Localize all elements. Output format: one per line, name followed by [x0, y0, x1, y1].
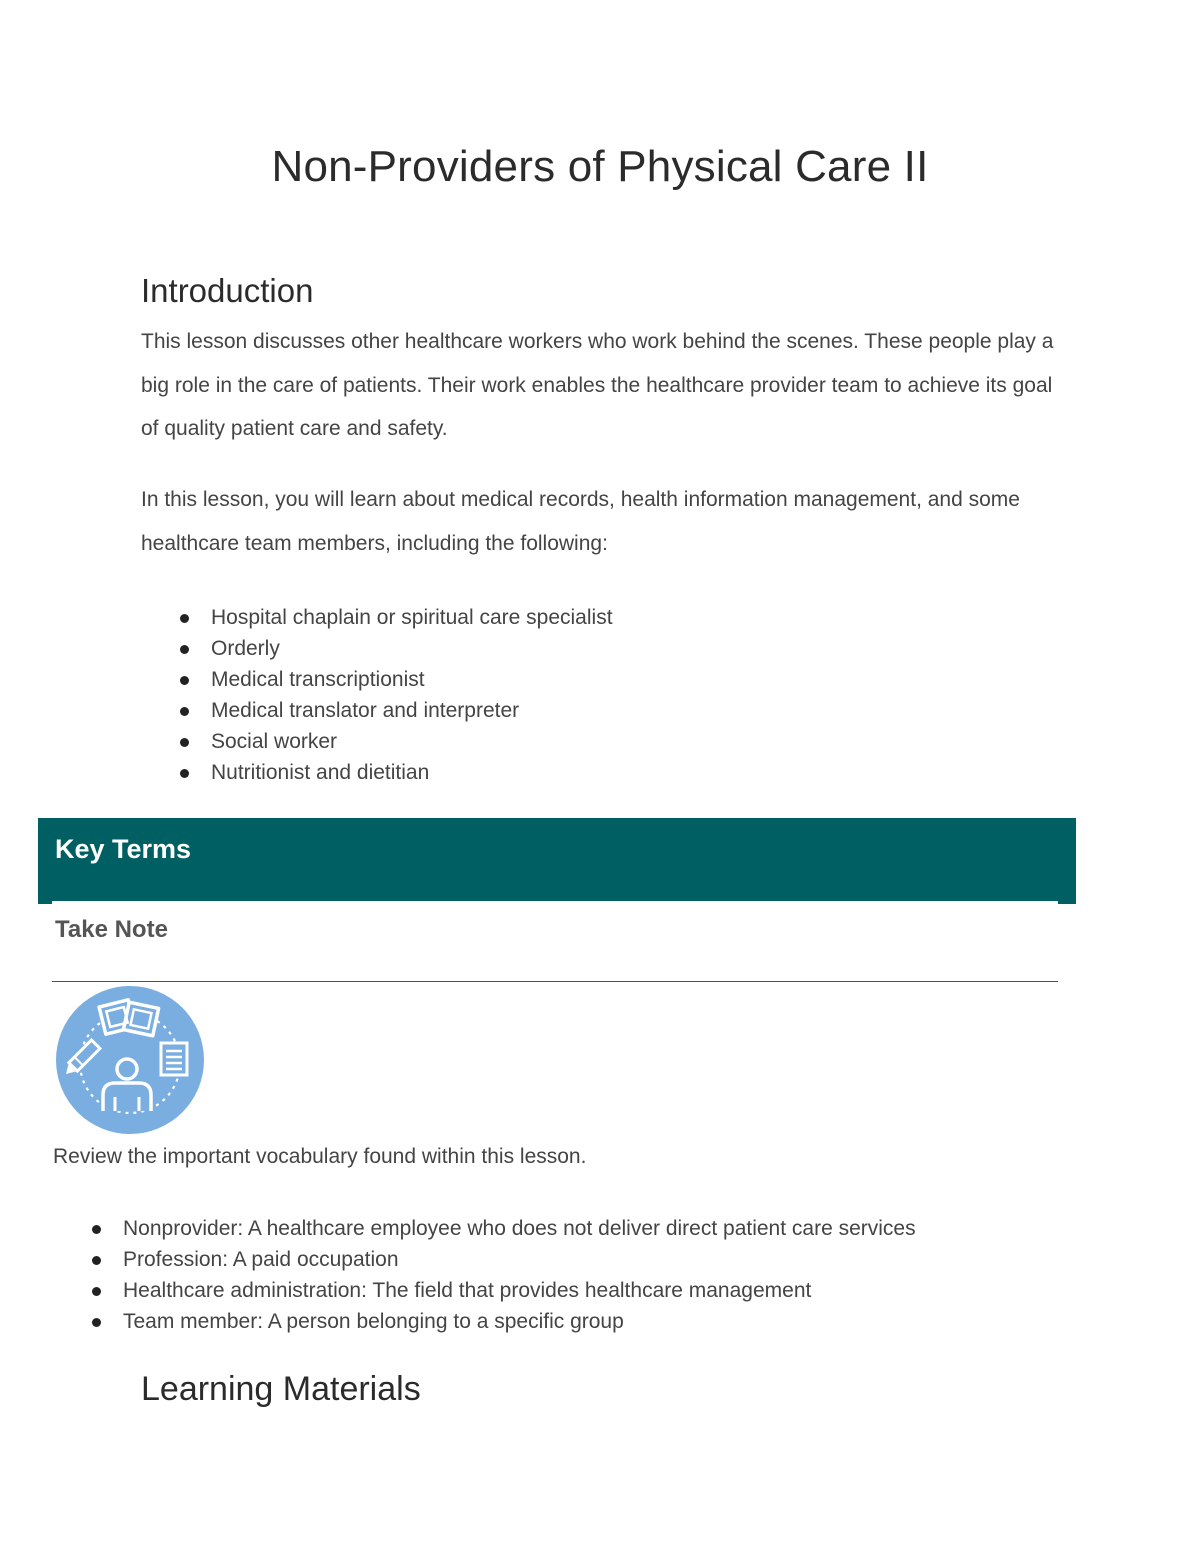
review-text: Review the important vocabulary found within this lesson. — [53, 1145, 587, 1168]
list-item-text: Medical transcriptionist — [211, 668, 425, 691]
list-item — [141, 695, 613, 726]
list-item — [53, 1213, 916, 1244]
key-terms-list — [53, 1213, 916, 1337]
list-item — [141, 664, 613, 695]
list-item-text: Nonprovider: A healthcare employee who does not deliver direct patient care services — [123, 1217, 916, 1240]
list-item-text: Social worker — [211, 730, 338, 753]
list-item — [53, 1306, 916, 1337]
bullet-icon — [180, 645, 189, 654]
list-item — [141, 633, 613, 664]
list-item — [141, 726, 613, 757]
bullet-icon — [180, 707, 189, 716]
list-item-text: Medical translator and interpreter — [211, 699, 520, 722]
bullet-icon — [180, 676, 189, 685]
take-note-title: Take Note — [55, 916, 168, 943]
bullet-icon — [92, 1256, 101, 1265]
list-item — [141, 602, 613, 633]
bullet-icon — [180, 769, 189, 778]
introduction-heading: Introduction — [141, 272, 314, 309]
bullet-icon — [92, 1318, 101, 1327]
list-item-text: Profession: A paid occupation — [123, 1248, 399, 1271]
list-item — [53, 1244, 916, 1275]
list-item — [53, 1275, 916, 1306]
topic-list — [141, 602, 613, 788]
study-materials-icon — [55, 985, 205, 1135]
list-item-text: Hospital chaplain or spiritual care specialist — [211, 606, 613, 629]
take-note-card — [52, 901, 1058, 982]
bullet-icon — [92, 1225, 101, 1234]
key-terms-banner — [38, 818, 1076, 904]
list-item-text: Team member: A person belonging to a specific group — [123, 1310, 624, 1333]
list-item-text: Nutritionist and dietitian — [211, 761, 430, 784]
list-item-text: Healthcare administration: The field that provides healthcare management — [123, 1279, 812, 1302]
list-item — [141, 757, 613, 788]
key-terms-title: Key Terms — [55, 834, 192, 864]
bullet-icon — [92, 1287, 101, 1296]
list-item-text: Orderly — [211, 637, 280, 660]
bullet-icon — [180, 614, 189, 623]
intro-paragraph-1: This lesson discusses other healthcare workers who work behind the scenes. These people play a big role in the care of patients. Their work enables the healthcare provider team to achieve its goal of quality patient care and safety. — [141, 330, 1054, 440]
page-title: Non-Providers of Physical Care II — [271, 142, 929, 191]
intro-paragraph-2: In this lesson, you will learn about medical records, health information management, and some healthcare team members, including the following: — [141, 488, 1020, 555]
bullet-icon — [180, 738, 189, 747]
learning-materials-heading: Learning Materials — [141, 1370, 421, 1408]
